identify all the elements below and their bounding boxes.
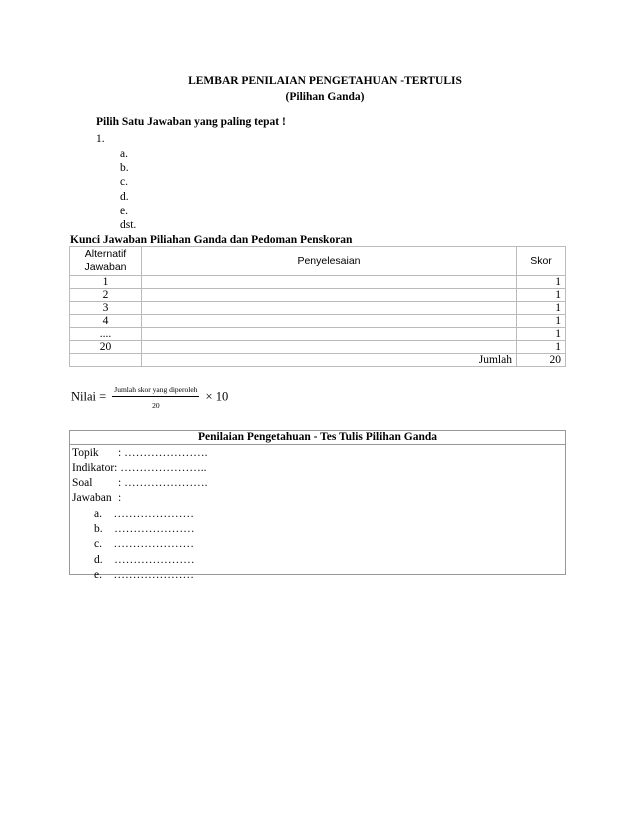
field-label: Jawaban (72, 492, 112, 504)
cell-penyelesaian (142, 328, 517, 341)
field-value: : (118, 492, 122, 504)
total-label: Jumlah (142, 354, 517, 367)
cell-penyelesaian (142, 276, 517, 289)
answer-item: b. ………………… (94, 523, 195, 536)
field-value: : …………………. (118, 447, 208, 459)
cell-penyelesaian (142, 289, 517, 302)
score-formula (71, 385, 228, 410)
table-row (70, 341, 566, 354)
formula-fraction (112, 385, 199, 410)
cell-penyelesaian (142, 315, 517, 328)
field-soal (72, 476, 207, 491)
header-skor: Skor (517, 247, 566, 276)
formula-denominator: 20 (152, 401, 160, 410)
formula-lhs: Nilai = (71, 389, 107, 404)
table-total-row (70, 354, 566, 367)
answer-item: d. ………………… (94, 553, 195, 566)
document-subtitle: (Pilihan Ganda) (285, 91, 365, 103)
option-item: d. (120, 190, 129, 203)
cell-alt: 1 (70, 276, 142, 289)
table-row (70, 315, 566, 328)
cell-alt: 4 (70, 315, 142, 328)
formula-multiplier: × 10 (205, 389, 229, 404)
field-label: Indikator (72, 462, 115, 474)
cell-alt: 3 (70, 302, 142, 315)
cell-skor: 1 (517, 341, 566, 354)
answer-item: c. ………………… (94, 538, 194, 551)
answer-choices (94, 507, 195, 583)
cell-skor: 1 (517, 289, 566, 302)
option-item: dst. (120, 219, 137, 232)
cell-empty (70, 354, 142, 367)
answer-key-table (69, 246, 566, 367)
table-row (70, 289, 566, 302)
field-topik (72, 446, 207, 461)
question-number: 1. (96, 133, 105, 145)
table-row (70, 302, 566, 315)
cell-alt: 2 (70, 289, 142, 302)
cell-penyelesaian (142, 341, 517, 354)
field-label: Topik (72, 447, 99, 459)
cell-skor: 1 (517, 315, 566, 328)
formula-numerator: Jumlah skor yang diperoleh (112, 385, 199, 397)
field-indikator (72, 461, 207, 476)
field-label: Soal (72, 477, 93, 489)
table-row (70, 276, 566, 289)
field-jawaban (72, 491, 207, 506)
cell-skor: 1 (517, 276, 566, 289)
table-header-row (70, 247, 566, 276)
answer-key-heading: Kunci Jawaban Piliahan Ganda dan Pedoman Penskoran (70, 234, 353, 246)
assessment-title: Penilaian Pengetahuan - Tes Tulis Pilihan Ganda (69, 431, 566, 445)
field-value: : …………………. (118, 477, 208, 489)
instruction-text: Pilih Satu Jawaban yang paling tepat ! (96, 116, 286, 128)
option-list (120, 147, 136, 232)
cell-alt: .... (70, 328, 142, 341)
option-item: b. (120, 162, 129, 175)
header-penyelesaian: Penyelesaian (142, 247, 517, 276)
option-item: a. (120, 148, 128, 160)
cell-skor: 1 (517, 302, 566, 315)
cell-alt: 20 (70, 341, 142, 354)
total-value: 20 (517, 354, 566, 367)
answer-item: e. ………………… (94, 568, 194, 581)
assessment-fields (72, 446, 207, 506)
answer-item: a. ………………… (94, 508, 194, 520)
option-item: c. (120, 176, 128, 189)
header-alternatif: Alternatif Jawaban (70, 247, 142, 276)
table-row (70, 328, 566, 341)
document-title: LEMBAR PENILAIAN PENGETAHUAN -TERTULIS (188, 75, 462, 87)
cell-skor: 1 (517, 328, 566, 341)
option-item: e. (120, 204, 128, 217)
cell-penyelesaian (142, 302, 517, 315)
field-value: : ………………….. (114, 462, 207, 474)
